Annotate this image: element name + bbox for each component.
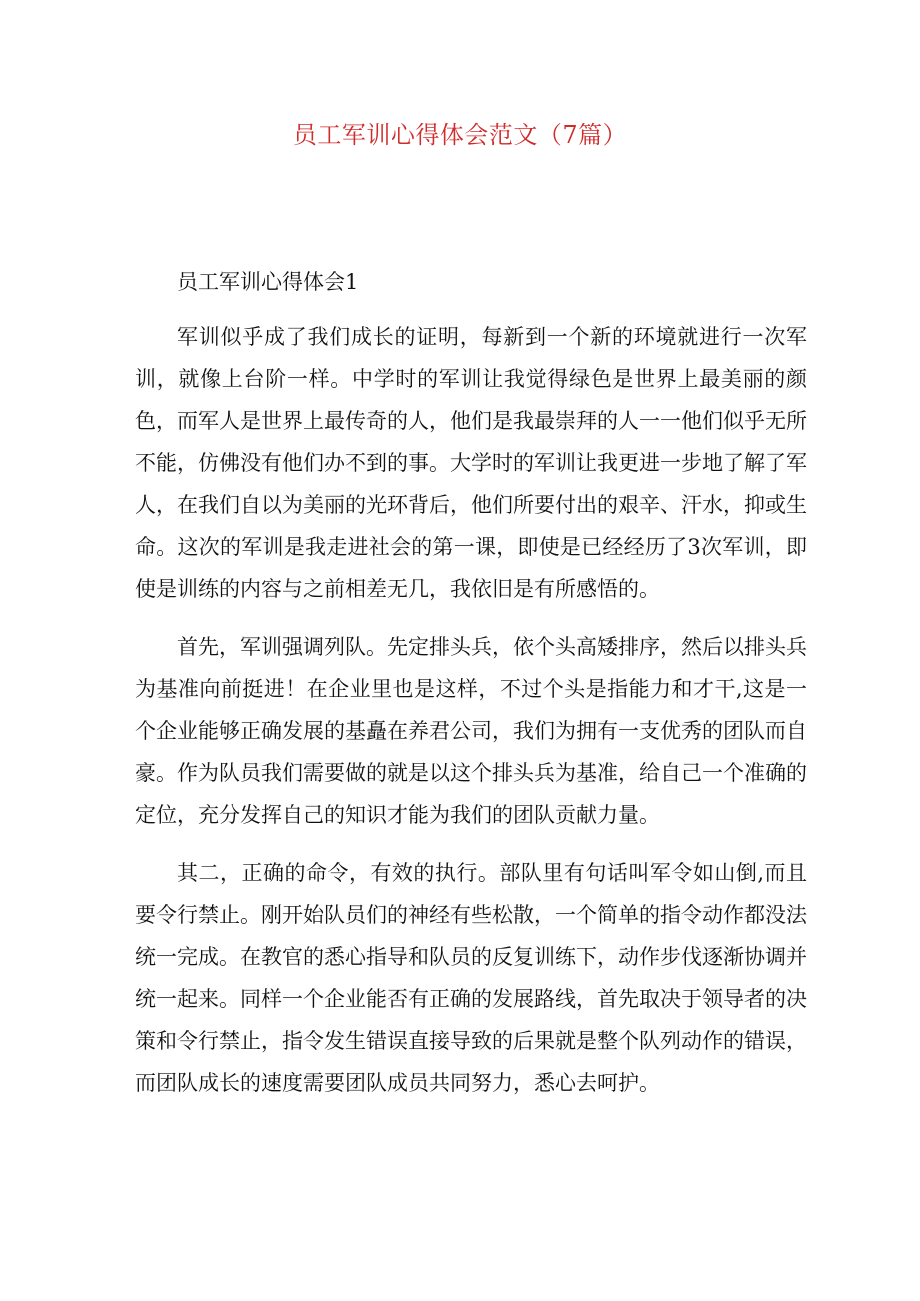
section-heading: 员工军训心得体会1 bbox=[177, 270, 359, 294]
document-title: 员工军训心得体会范文（7篇） bbox=[292, 121, 628, 149]
paragraph-3: 其二，正确的命令，有效的执行。部队里有句话叫军令如山倒,而且要令行禁止。刚开始队员们的神经有些松散，一个简单的指令动作都没法统一完成。在教官的悉心指导和队员的反复训练下，动作步伐逐渐协调并统一起来。同样一个企业能否有正确的发展路线，首先取决于领导者的决策和令行禁止，指令发生错误直接导致的后果就是整个队列动作的错误，而团队成长的速度需要团队成员共同努力，悉心去呵护。 bbox=[135, 861, 807, 1095]
paragraph-1: 军训似乎成了我们成长的证明，每新到一个新的环境就进行一次军训，就像上台阶一样。中学时的军训让我觉得绿色是世界上最美丽的颜色，而军人是世界上最传奇的人，他们是我最崇拜的人一一他们似乎无所不能，仿佛没有他们办不到的事。大学时的军训让我更进一步地了解了军人，在我们自以为美丽的光环背后，他们所要付出的艰辛、汗水，抑或生命。这次的军训是我走进社会的第一课，即使是已经经历了3次军训，即使是训练的内容与之前相差无几，我依旧是有所感悟的。 bbox=[135, 325, 807, 601]
document-body bbox=[135, 264, 807, 1120]
paragraph-2: 首先，军训强调列队。先定排头兵，依个头高矮排序，然后以排头兵为基准向前挺进！在企业里也是这样，不过个头是指能力和才干,这是一个企业能够正确发展的基矗在养君公司，我们为拥有一支优秀的团队而自豪。作为队员我们需要做的就是以这个排头兵为基准，给自己一个准确的定位，充分发挥自己的知识才能为我们的团队贡献力量。 bbox=[135, 635, 807, 827]
